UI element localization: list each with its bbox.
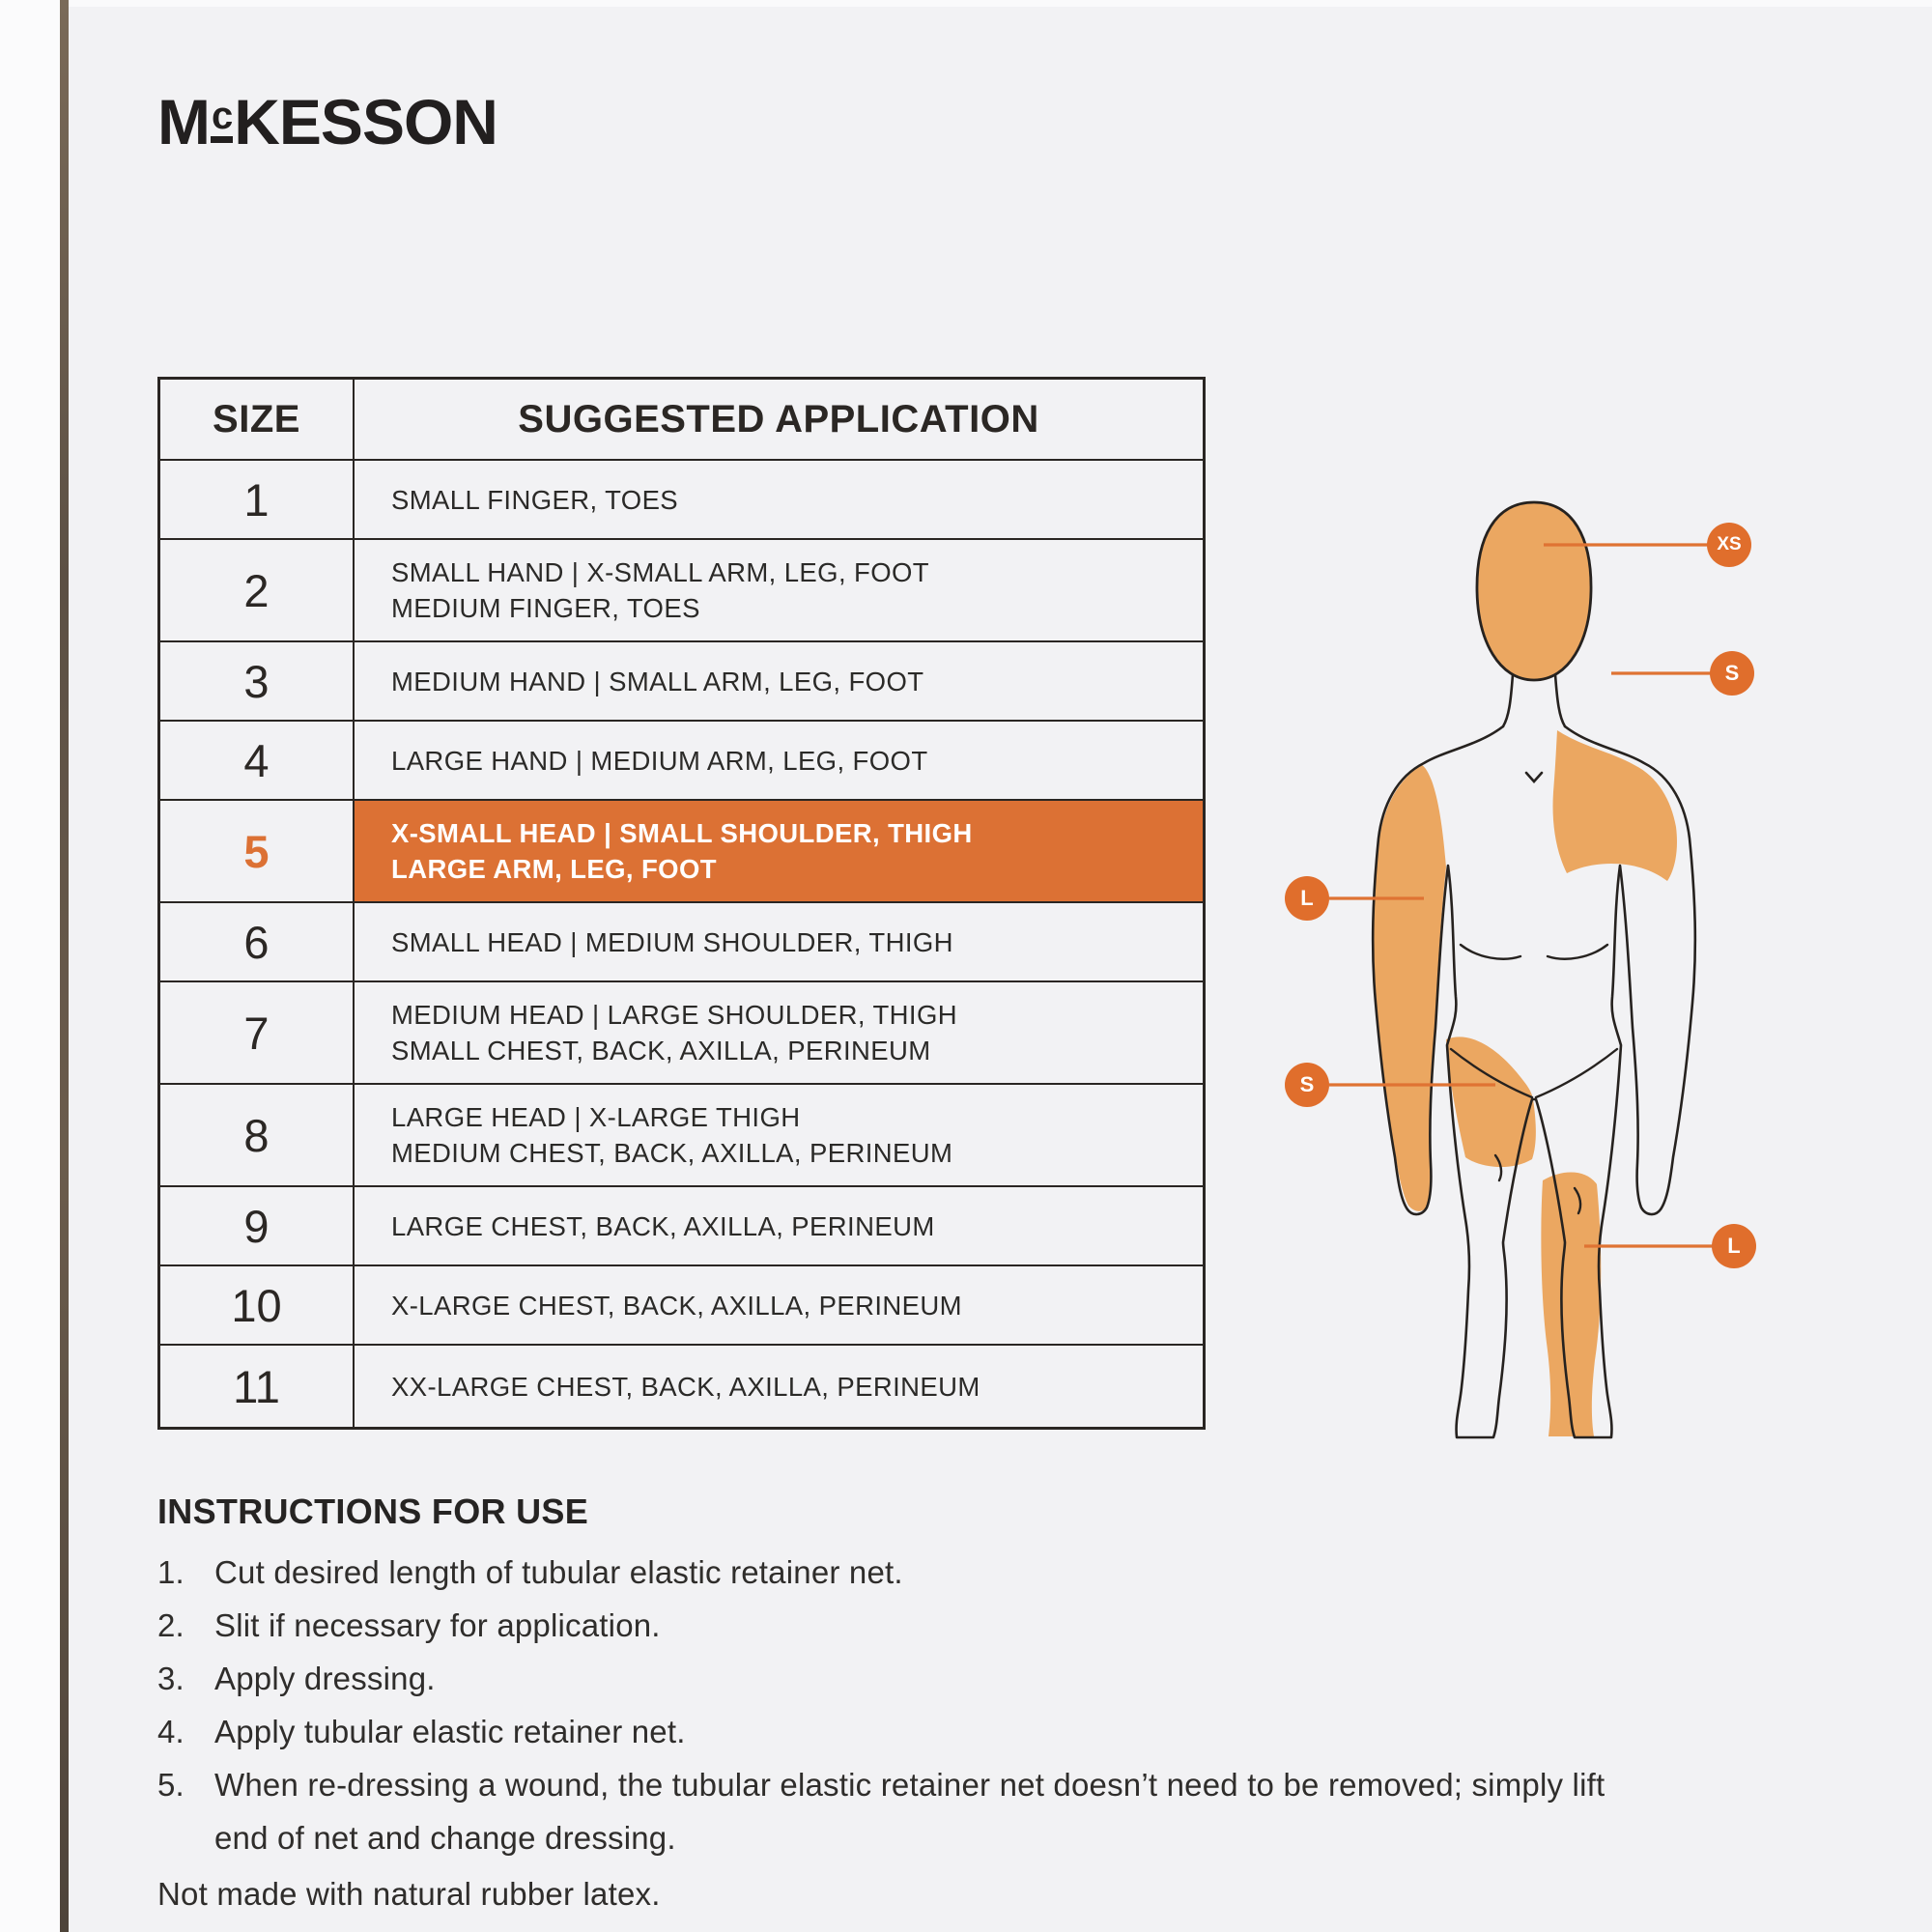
application-text: LARGE CHEST, BACK, AXILLA, PERINEUM [391,1210,935,1241]
size-number: 4 [243,734,270,786]
size-cell [160,801,355,901]
step-number: 4. [157,1714,185,1749]
size-cell [160,1187,355,1264]
application-cell [355,1085,1203,1185]
size-cell [160,722,355,799]
application-cell [355,642,1203,720]
application-text: LARGE HAND | MEDIUM ARM, LEG, FOOT [391,745,928,776]
size-number: 3 [243,655,270,707]
package-edge-shadow [60,0,69,1932]
step-number: 3. [157,1661,185,1696]
size-cell [160,642,355,720]
instruction-step [157,1758,1664,1864]
logo-small-c: c [211,97,233,143]
shaded-arm-region [1374,765,1446,1211]
table-header-size: SIZE [160,380,355,459]
application-cell [355,801,1203,901]
application-cell [355,461,1203,538]
instructions-title: INSTRUCTIONS FOR USE [157,1492,589,1531]
application-text: X-SMALL HEAD | SMALL SHOULDER, THIGH [391,818,973,848]
package-top-edge [69,0,1932,7]
body-diagram [1275,454,1777,1478]
application-text: X-LARGE CHEST, BACK, AXILLA, PERINEUM [391,1290,962,1321]
application-cell [355,903,1203,980]
size-cell [160,1085,355,1185]
application-text: XX-LARGE CHEST, BACK, AXILLA, PERINEUM [391,1371,980,1402]
application-cell [355,722,1203,799]
size-badge-head-xs: XS [1707,523,1751,567]
application-text: MEDIUM HAND | SMALL ARM, LEG, FOOT [391,666,924,696]
application-cell [355,982,1203,1083]
table-row [160,640,1203,720]
table-row [160,1185,1203,1264]
instruction-step [157,1546,1664,1599]
size-cell [160,540,355,640]
application-text: MEDIUM FINGER, TOES [391,593,700,623]
size-badge-thigh-s: S [1285,1063,1329,1107]
application-text: SMALL HEAD | MEDIUM SHOULDER, THIGH [391,926,953,957]
application-text: SMALL CHEST, BACK, AXILLA, PERINEUM [391,1036,931,1065]
table-row [160,901,1203,980]
application-cell [355,1266,1203,1344]
mckesson-logo [157,85,497,158]
shaded-head-region [1477,502,1591,680]
instructions-list [157,1546,1664,1864]
instruction-step [157,1705,1664,1758]
application-text: MEDIUM CHEST, BACK, AXILLA, PERINEUM [391,1138,953,1168]
size-cell [160,461,355,538]
shaded-shoulder-region [1553,730,1677,881]
step-text: Cut desired length of tubular elastic retainer net. [214,1554,903,1590]
application-text: LARGE HEAD | X-LARGE THIGH [391,1102,801,1132]
table-row [160,720,1203,799]
latex-footnote: Not made with natural rubber latex. [157,1876,661,1912]
size-badge-leg-l: L [1712,1224,1756,1268]
table-row [160,1083,1203,1185]
size-number: 10 [231,1279,282,1331]
instruction-step [157,1652,1664,1705]
step-number: 5. [157,1767,185,1803]
size-number: 7 [243,1007,270,1059]
table-header-application: SUGGESTED APPLICATION [518,397,1039,440]
application-cell [355,1187,1203,1264]
size-number: 9 [243,1200,270,1252]
size-number: 6 [243,916,270,968]
application-cell [355,540,1203,640]
table-row [160,1264,1203,1344]
logo-m: M [157,86,210,157]
step-number: 1. [157,1554,185,1590]
size-number: 11 [233,1360,280,1412]
application-text: MEDIUM HEAD | LARGE SHOULDER, THIGH [391,1000,957,1030]
table-row [160,538,1203,640]
size-number: 5 [243,825,270,877]
table-row [160,459,1203,538]
size-cell [160,982,355,1083]
logo-rest: KESSON [234,86,497,157]
size-cell [160,1346,355,1427]
size-badge-arm-l: L [1285,876,1329,921]
instructions-section [157,1492,1664,1864]
size-cell [160,1266,355,1344]
shaded-lower-leg-region [1541,1172,1601,1436]
application-text: SMALL FINGER, TOES [391,484,679,515]
size-badge-shoulder-s: S [1710,651,1754,696]
application-text: LARGE ARM, LEG, FOOT [391,854,717,884]
application-cell [355,1346,1203,1427]
size-cell [160,903,355,980]
size-application-table [157,377,1206,1430]
step-text: Apply tubular elastic retainer net. [214,1714,686,1749]
neck-outline [1503,674,1565,726]
step-text: Apply dressing. [214,1661,436,1696]
size-number: 1 [243,473,270,526]
table-row [160,980,1203,1083]
step-text: Slit if necessary for application. [214,1607,661,1643]
package-left-edge [0,0,60,1932]
size-number: 8 [243,1109,270,1161]
step-number: 2. [157,1607,185,1643]
instruction-step [157,1599,1664,1652]
chest-lines [1461,945,1607,959]
table-row [160,1344,1203,1427]
table-row [160,799,1203,901]
step-text: When re-dressing a wound, the tubular elastic retainer net doesn’t need to be removed; simply lift end of net and change dressing. [214,1767,1605,1856]
sternal-notch [1526,773,1542,781]
application-text: SMALL HAND | X-SMALL ARM, LEG, FOOT [391,557,930,587]
table-header-row [160,380,1203,459]
size-number: 2 [243,564,270,616]
